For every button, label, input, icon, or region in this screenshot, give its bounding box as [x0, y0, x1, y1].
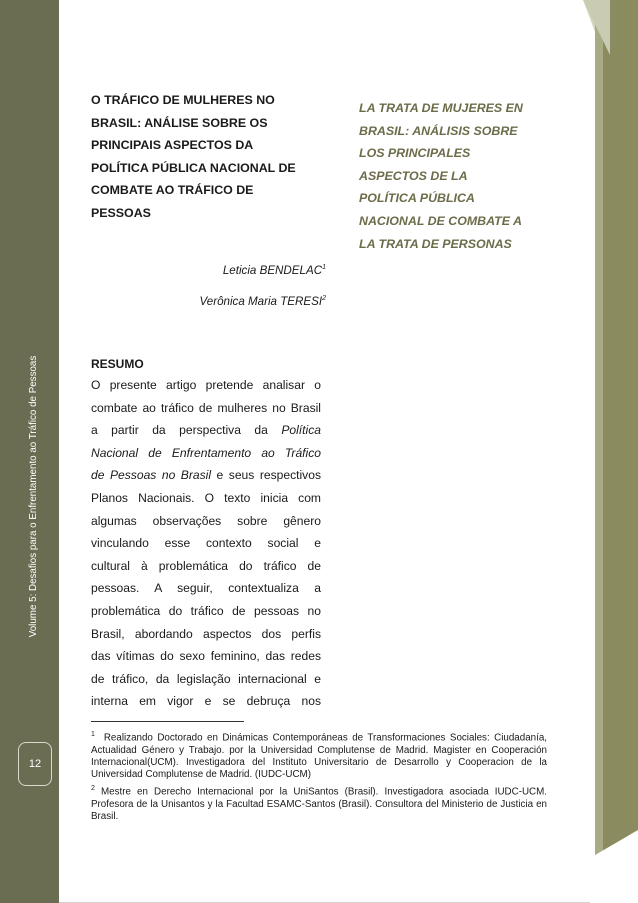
abstract-line: de tráfico, da legislação internacional e [91, 671, 321, 686]
title-spanish [359, 97, 549, 255]
author-name: Verônica Maria TERESI [199, 295, 323, 308]
abstract-line: O presente artigo pretende analisar o [91, 378, 321, 392]
author-2 [91, 295, 326, 308]
title-pt-line: O TRÁFICO DE MULHERES NO [91, 93, 275, 107]
page-number: 12 [28, 758, 42, 770]
abstract-line: problemática do tráfico de pessoas no [91, 603, 321, 618]
title-es-line: LA TRATA DE PERSONAS [359, 236, 512, 251]
title-es-line: BRASIL: ANÁLISIS SOBRE [359, 123, 518, 138]
title-pt-line: BRASIL: ANÁLISE SOBRE OS [91, 115, 268, 130]
title-pt-line: PRINCIPAIS ASPECTOS DA [91, 138, 254, 153]
right-decoration [543, 0, 638, 903]
deco-shape-dark [603, 0, 638, 903]
abstract-line: pessoas. A seguir, contextualiza a [91, 581, 321, 596]
abstract-line: interna em vigor e se debruça nos [91, 694, 321, 709]
footnote-mark: 1 [91, 731, 95, 738]
abstract-line: algumas observações sobre gênero [91, 513, 321, 528]
title-es-line: LOS PRINCIPALES [359, 146, 471, 161]
footnote-ref[interactable]: 2 [322, 295, 326, 303]
abstract-line: a partir da perspectiva da Política [91, 423, 321, 438]
volume-label: Volume 5: Desafios para o Enfrentamento ao Tráfico de Pessoas [28, 355, 39, 638]
italic-policy: de Pessoas no Brasil [91, 468, 212, 483]
title-pt-line: COMBATE AO TRÁFICO DE [91, 183, 254, 198]
footnote-text: Realizando Doctorado en Dinámicas Contemporáneas de Transformaciones Sociales: Ciudadanía, Actualidad Género y Trabajo. por la Universidad Complutense de Madrid. Magister en Cooperación Internacional(UCM). Investigadora del Instituto Universitario de Desarrollo y Cooperacion de la Universidad Complutense de Madrid. (IUDC-UCM) [91, 732, 547, 781]
abstract-line: Brasil, abordando aspectos dos perfis [91, 626, 321, 641]
title-es-line: ASPECTOS DE LA [359, 168, 468, 183]
footnote-1 [91, 729, 547, 781]
italic-policy: Política [281, 423, 321, 438]
abstract-line [91, 442, 321, 465]
author-name: Leticia BENDELAC [222, 264, 323, 277]
title-pt-line: PESSOAS [91, 205, 151, 220]
abstract-line: Planos Nacionais. O texto inicia com [91, 490, 321, 505]
footnote-ref[interactable]: 1 [322, 264, 326, 272]
page-number-badge [18, 742, 52, 786]
abstract-line: vinculando esse contexto social e [91, 536, 321, 551]
footnote-mark: 2 [91, 785, 95, 792]
title-portuguese [91, 89, 331, 225]
abstract-body [91, 374, 321, 713]
footnote-text: Mestre en Derecho Internacional por la UniSantos (Brasil). Investigadora asociada IUDC-UCM. Profesora de la Unisantos y la Facultad ESAMC-Santos (Brasil). Consultora del Ministerio de Justicia en Brasil. [91, 786, 547, 822]
title-es-line: POLÍTICA PÚBLICA [359, 191, 475, 206]
abstract-line: das vítimas do sexo feminino, das redes [91, 649, 321, 664]
footnote-divider [91, 721, 244, 722]
footnote-2 [91, 783, 547, 823]
title-pt-line: POLÍTICA PÚBLICA NACIONAL DE [91, 160, 296, 175]
abstract-line: combate ao tráfico de mulheres no Brasil [91, 400, 321, 415]
title-es-line: LA TRATA DE MUJERES EN [359, 101, 523, 115]
italic-policy: Nacional de Enfrentamento ao Tráfico [91, 445, 321, 460]
abstract-line: cultural à problemática do tráfico de [91, 558, 321, 573]
title-es-line: NACIONAL DE COMBATE A [359, 213, 522, 228]
abstract-heading: RESUMO [91, 357, 144, 371]
abstract-line: de Pessoas no Brasil e seus respectivos [91, 468, 321, 483]
left-sidebar-band [0, 0, 59, 903]
author-1 [91, 264, 326, 277]
